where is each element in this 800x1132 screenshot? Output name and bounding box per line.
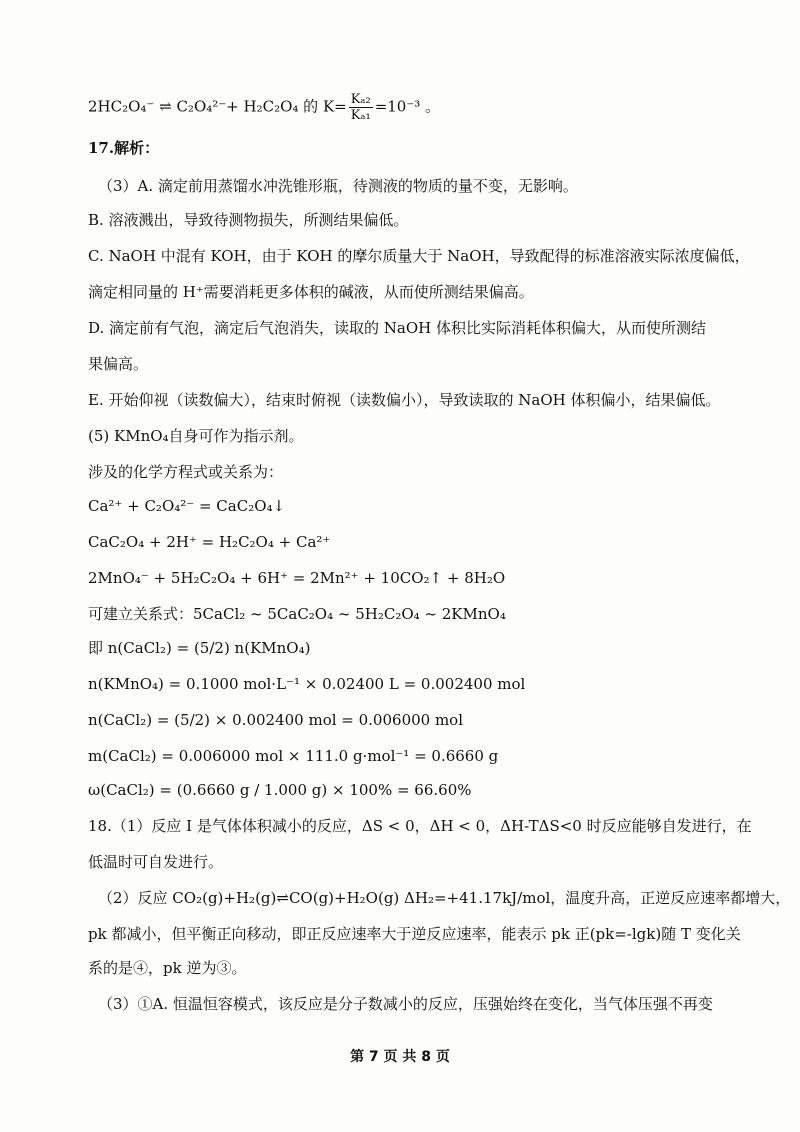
fraction-numerator: Kₐ₂ (350, 92, 371, 107)
text-line: C. NaOH 中混有 KOH，由于 KOH 的摩尔质量大于 NaOH，导致配得的标准溶液实际浓度偏低， (88, 247, 750, 265)
page-number-footer: 第 7 页 共 8 页 (350, 1049, 450, 1065)
text-line: 涉及的化学方程式或关系为： (88, 463, 284, 481)
equilibrium-constant-line (88, 92, 760, 123)
text-line: E. 开始仰视（读数偏大），结束时俯视（读数偏小），导致读取的 NaOH 体积偏小，结果偏低。 (88, 391, 721, 409)
calculation-line: ω(CaCl₂) = (0.6660 g / 1.000 g) × 100% = 66.60% (88, 781, 472, 799)
question-18-line: 18.（1）反应 I 是气体体积减小的反应，ΔS < 0，ΔH < 0，ΔH-TΔS<0 时反应能够自发进行，在 (88, 817, 752, 835)
calculation-line: n(KMnO₄) = 0.1000 mol·L⁻¹ × 0.02400 L = 0.002400 mol (88, 675, 526, 693)
equation-line: Ca²⁺ + C₂O₄²⁻ = CaC₂O₄↓ (88, 497, 286, 515)
equation-result: =10⁻³ 。 (374, 97, 441, 116)
equation-line: CaC₂O₄ + 2H⁺ = H₂C₂O₄ + Ca²⁺ (88, 533, 331, 551)
text-line: （3）A. 滴定前用蒸馏水冲洗锥形瓶，待测液的物质的量不变，无影响。 (98, 177, 578, 195)
text-line: 滴定相同量的 H⁺需要消耗更多体积的碱液，从而使所测结果偏高。 (88, 283, 534, 301)
relation-line: 可建立关系式：5CaCl₂ ~ 5CaC₂O₄ ~ 5H₂C₂O₄ ~ 2KMnO₄ (88, 605, 506, 623)
question-17-heading: 17.解析： (88, 139, 160, 157)
calculation-line: n(CaCl₂) = (5/2) × 0.002400 mol = 0.006000 mol (88, 711, 464, 729)
text-line: 果偏高。 (88, 355, 149, 373)
equation-text: 2HC₂O₄⁻ ⇌ C₂O₄²⁻+ H₂C₂O₄ 的 K= (88, 97, 347, 116)
text-line: 系的是④，pk 逆为③。 (88, 959, 247, 977)
text-line: B. 溶液溅出，导致待测物损失，所测结果偏低。 (88, 211, 409, 229)
text-line: （2）反应 CO₂(g)+H₂(g)⇌CO(g)+H₂O(g) ΔH₂=+41.17kJ/mol，温度升高，正逆反应速率都增大， (98, 889, 791, 907)
relation-line: 即 n(CaCl₂) = (5/2) n(KMnO₄) (88, 639, 311, 657)
calculation-line: m(CaCl₂) = 0.006000 mol × 111.0 g·mol⁻¹ = 0.6660 g (88, 747, 499, 765)
fraction-denominator: Kₐ₁ (350, 108, 371, 123)
equation-line: 2MnO₄⁻ + 5H₂C₂O₄ + 6H⁺ = 2Mn²⁺ + 10CO₂↑ + 8H₂O (88, 569, 506, 587)
text-line: pk 都减小，但平衡正向移动，即正反应速率大于逆反应速率，能表示 pk 正(pk=-lgk)随 T 变化关 (88, 925, 741, 943)
fraction (349, 92, 373, 123)
text-line: D. 滴定前有气泡，滴定后气泡消失，读取的 NaOH 体积比实际消耗体积偏大，从而使所测结 (88, 319, 707, 337)
text-line: （3）①A. 恒温恒容模式，该反应是分子数减小的反应，压强始终在变化，当气体压强不再变 (98, 995, 713, 1013)
text-line: (5) KMnO₄自身可作为指示剂。 (88, 427, 304, 445)
text-line: 低温时可自发进行。 (88, 853, 224, 871)
